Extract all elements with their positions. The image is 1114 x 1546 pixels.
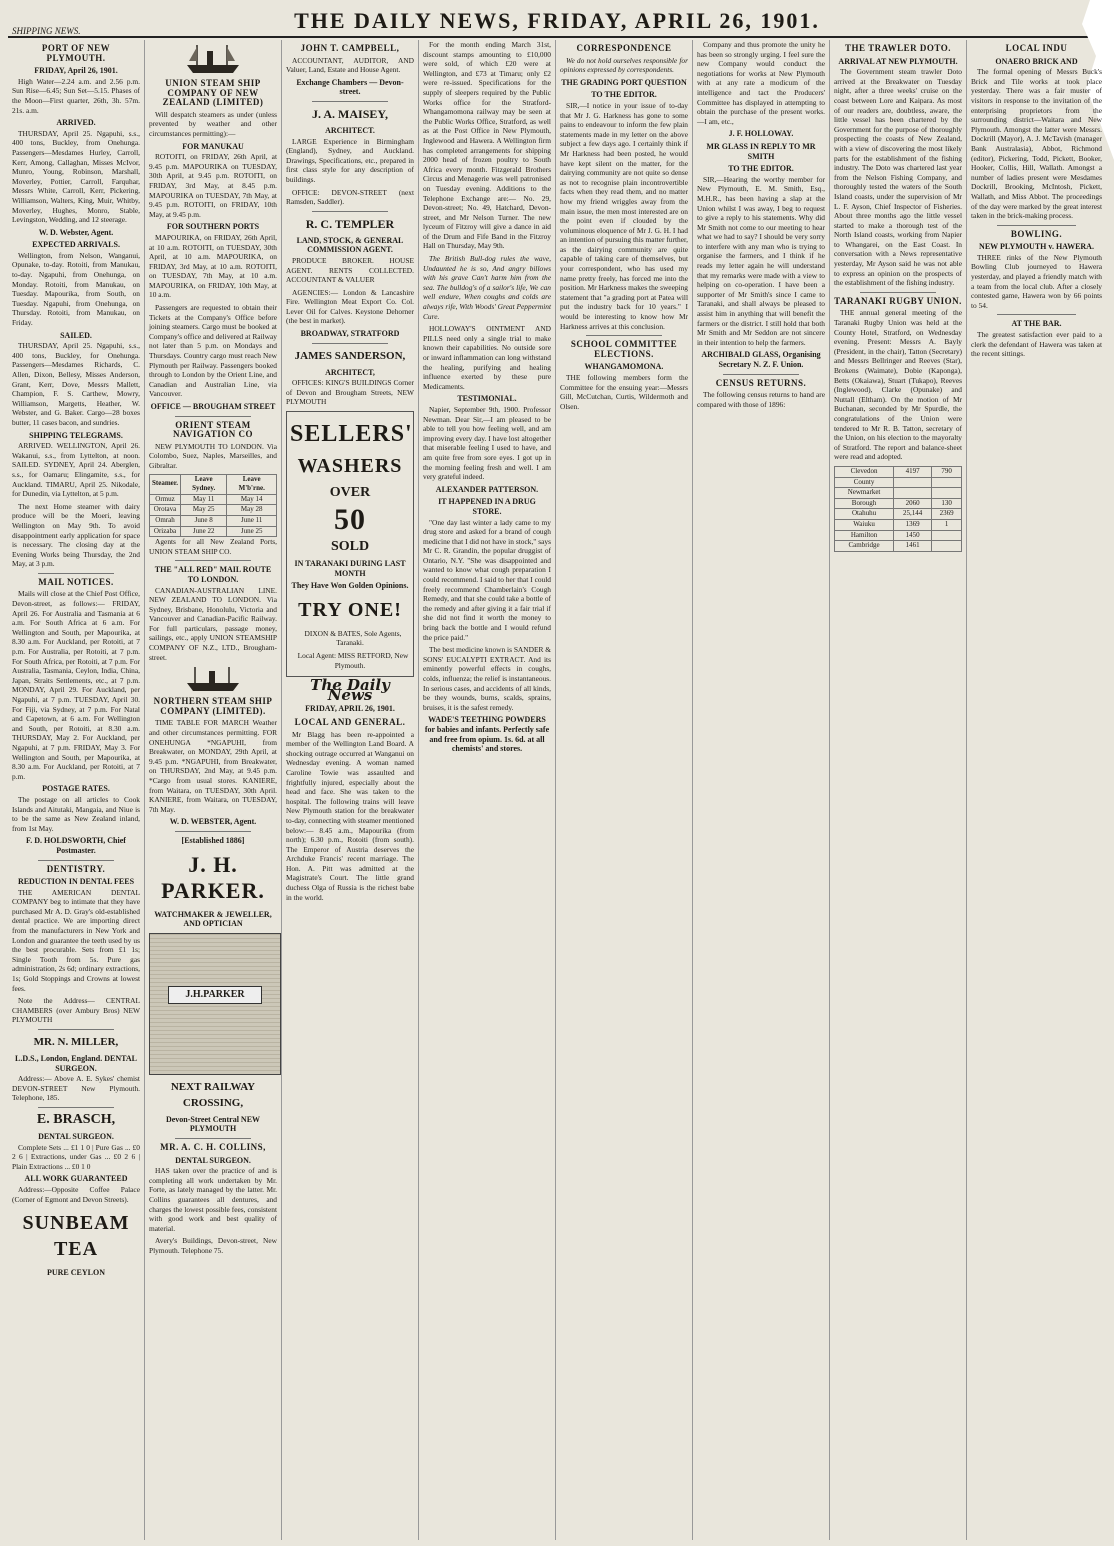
campbell-sub: ACCOUNTANT, AUDITOR, AND Valuer, Land, Estate and House Agent.: [286, 55, 414, 75]
table-header: Leave M'b'rne.: [227, 474, 277, 494]
port-heading: PORT OF NEW PLYMOUTH.: [41, 43, 111, 63]
expected-heading: EXPECTED ARRIVALS.: [32, 240, 120, 250]
sellers-heading: SELLERS': [290, 421, 413, 448]
table-cell: [932, 488, 962, 499]
table-header: Steamer.: [150, 474, 181, 494]
table-cell: 790: [932, 466, 962, 477]
templer-agencies: AGENCIES:— London & Lancashire Fire. Wellington Meat Export Co. Col. Lever Oil for Calves. Keystone Dehorner (the best in market).: [286, 287, 414, 326]
agent-text: W. D. Webster, Agent.: [38, 227, 114, 237]
column-advertisements: [282, 40, 419, 1540]
divider: [38, 573, 115, 574]
parker-shopfront-illustration: [149, 933, 281, 1075]
column-shipping: [8, 40, 145, 1540]
masthead: [0, 0, 1114, 34]
union-heading: UNION STEAM SHIP COMPANY OF NEW ZEALAND (LIMITED): [162, 78, 264, 108]
postage-heading: POSTAGE RATES.: [42, 784, 110, 794]
over-text: OVER: [329, 485, 371, 501]
masthead-rule: [8, 36, 1106, 38]
collins-text: HAS taken over the practice of and is completing all work undertaken by Mr. Forte, as lately managed by the latter. Mr. Collins guarantees all dentures, and charges the lowest possible fees, consistent with good work and best quality of material.: [149, 1166, 277, 1233]
table-cell: 25,144: [894, 509, 932, 520]
office-text: OFFICE — BROUGHAM STREET: [150, 402, 276, 411]
sunbeam-ad: SUNBEAM TEA: [22, 1212, 130, 1261]
column-local-industries: [967, 40, 1106, 1540]
sanderson-sub: ARCHITECT,: [325, 367, 375, 377]
table-cell: 1: [932, 519, 962, 530]
table-cell: Cambridge: [835, 541, 894, 552]
drug-store-heading: IT HAPPENED IN A DRUG STORE.: [438, 497, 536, 516]
column-correspondence: [556, 40, 693, 1540]
sunbeam-sub: PURE CEYLON: [46, 1268, 105, 1278]
census-table: [834, 466, 962, 552]
table-row: [150, 515, 277, 526]
try-one-heading: TRY ONE!: [298, 598, 402, 621]
table-cell: Otahuhu: [835, 509, 894, 520]
local-general-text: Mr Blagg has been re-appointed a member of the Wellington Land Board. A shocking outrage occurred at Wanganui on Wednesday evening. A woman named Caroline Towie was assaulted and frightfully injured, especially about the head and face. She was taken to the hospital. The following trains will leave New Plymouth station for the breakwater to-day, connecting with steamer mentioned below:— 8.45 a.m., Mapourika (from north); 6.30 p.m., Rotoiti (from south). The Emperor of Austria deserves the Archduke Francis' recent marriage. The Hon. A. Pitt was admitted at the Magistrate's Court. The little grand duchess Olga of Russia is the richest babe in the world.: [286, 729, 414, 902]
orient-sailings-table: [149, 474, 277, 538]
miller-name: MR. N. MILLER,: [33, 1036, 119, 1048]
table-row: [150, 494, 277, 505]
south-heading: FOR SOUTHERN PORTS: [166, 222, 260, 232]
table-row: [835, 488, 962, 499]
dixon-agents: DIXON & BATES, Sole Agents, Taranaki.: [304, 628, 402, 648]
webster-sig: W. D. WEBSTER, Agent.: [169, 817, 257, 827]
school-sub: WHANGAMOMONA.: [584, 362, 664, 372]
parker-railway: NEXT RAILWAY CROSSING,: [170, 1080, 256, 1109]
correspondence-note: We do not hold ourselves responsible for opinions expressed by correspondents.: [560, 55, 688, 75]
parker-sub: WATCHMAKER & JEWELLER, AND OPTICIAN: [154, 909, 272, 929]
school-heading: SCHOOL COMMITTEE ELECTIONS.: [570, 339, 678, 359]
steamship-icon: [183, 665, 243, 693]
local-agent: Local Agent: MISS RETFORD, New Plymouth.: [297, 651, 409, 670]
table-cell: 4197: [894, 466, 932, 477]
drug-store-text: "One day last winter a lady came to my drug store and asked for a brand of cough medicine that I did not have in stock," says Mr C. R. Grandin, the popular druggist of Ontario, N.Y. "She was disappointed and wanted to know what cough preparation I could recommend. I said to her that I could freely recommend Chamberlain's Cough Remedy, and that she could take a bottle of the remedy and after giving it a fair trial if she did not find it worth the money to bring back the bottle and I would refund the price paid.": [423, 517, 551, 642]
collins-sub: DENTAL SURGEON.: [175, 1155, 251, 1165]
grading-heading: THE GRADING PORT QUESTION: [561, 77, 687, 87]
bowling-heading: BOWLING.: [1010, 228, 1063, 239]
allred-heading: THE "ALL RED" MAIL ROUTE TO LONDON.: [154, 565, 272, 584]
allred-text: CANADIAN-AUSTRALIAN LINE. NEW ZEALAND TO LONDON. Via Sydney, Brisbane, Honolulu, Victoria and Vancouver and Canadian-Pacific Railway. For full particulars, passage money, sailings, etc., apply UNION STEAMSHIP COMPANY OF N.Z., LTD., Brougham-street.: [149, 585, 277, 662]
dental-text: THE AMERICAN DENTAL COMPANY beg to intimate that they have purchased Mr A. D. Gray's old-established dental practice. We are importing direct from the manufacturers in New York and London and guarantee the teeth used by us the best procurable. Sets from £1 1s; Single Tooth from 5s. Pure gas administration, 2s 6d; ordinary extractions, 1s; Gold Stoppings and Crowns at lowest fees.: [12, 887, 140, 993]
table-row: [835, 530, 962, 541]
divider: [38, 1029, 115, 1030]
northern-text: TIME TABLE FOR MARCH Weather and other circumstances permitting. FOR ONEHUNGA *NGAPUHI, from Breakwater, on MONDAY, 29th April, at 9.45 p.m. *NGAPUHI, from Breakwater, on THURSDAY, 2nd May, at 9.45 p.m. *Cargo from usual stores. KANIERE, from Waitara, on TUESDAY, 30th April. KANIERE, from Waitara, on TUESDAY, 7th May.: [149, 718, 277, 814]
port-date: FRIDAY, April 26, 1901.: [34, 66, 118, 76]
glass-text: SIR,—Hearing the worthy member for New Plymouth, E. M. Smith, Esq., M.H.R., has been having a slap at the Union whilst I was away, I beg to request to give a reply to his statements. Why did Mr Smith not come to our meeting to hear what we had to say? I should be very sorry to interfere with any man who is trying to organise the farmers, and I think if he reads my letter again he will understand that my remarks were made with a view to helping on co-operation. I have been a supporter of Mr Smith's since I came to Taranaki, and shall always be pleased to assist him in anything that will benefit the farmers or the district. I still hold that both Mr Smith and Mr Seddon are not sincere in their intention to help the farmers.: [697, 174, 825, 347]
divider: [997, 225, 1076, 226]
column-trawler-rugby: [830, 40, 967, 1540]
table-cell: June 8: [180, 515, 226, 526]
table-row: [150, 505, 277, 516]
table-header: Leave Sydney.: [180, 474, 226, 494]
wades-ad: WADE'S TEETHING POWDERS for babies and infants. Perfectly safe and free from opium. 1s. 6d. at all chemists' and stores.: [424, 715, 550, 754]
parker-established: [Established 1886]: [181, 835, 245, 845]
divider: [312, 101, 389, 102]
divider: [175, 560, 252, 561]
union-text: Will despatch steamers as under (unless prevented by weather and other circumstances permitting):—: [149, 109, 277, 138]
to-editor: TO THE EDITOR.: [591, 90, 657, 100]
grading-text: SIR,—I notice in your issue of to-day that Mr J. G. Harkness has gone to some pains to endeavour to inform the few plain statements made in my letter on the above subject a few days ago. I certainly think if Mr Harkness had been posted, he would have kept silent on the matter, for the dairying community are not quite so dense as not to recognise plain incontrovertible facts when they read them, and no matter how my friend wriggles away from the main issue, the men most interested are on the point even if clouded by the voluminous eloquence of Mr J. G. H. I had an intention of pursuing this matter further, as the dairying community are quite capable of taking care of themselves, but your correspondent, who has used my name pretty freely, has forced me into the position. Mr Harkness makes the sweeping statement that "a grading port at Patea will put the industry back for 10 years." I would be interesting to know how Mr Harkness arrives at this conclusion.: [560, 100, 688, 331]
table-cell: Orizaba: [150, 526, 181, 537]
sailed-heading: SAILED.: [60, 330, 92, 340]
table-row: [835, 498, 962, 509]
table-cell: 130: [932, 498, 962, 509]
postage-text: The postage on all articles to Cook Islands and Aitutaki, Mangaia, and Niue is to be the same as New Zealand inland, from 1st May.: [12, 794, 140, 833]
orient-heading: ORIENT STEAM NAVIGATION CO: [173, 419, 253, 440]
collins-address: Avery's Buildings, Devon-street, New Plymouth. Telephone 75.: [149, 1236, 277, 1255]
table-cell: Newmarket: [835, 488, 894, 499]
table-cell: Hamilton: [835, 530, 894, 541]
trawler-sub: ARRIVAL AT NEW PLYMOUTH.: [838, 56, 958, 66]
arrived-text: THURSDAY, April 25. Ngapuhi, s.s., 400 tons, Buckley, from Onehunga. Passengers—Mesdames Hurley, Carroll, Kerr, Among, Callaghan, Misses McIvor, Munro, Young, Robinson, Marshall, Moverley, Pottier, Carroll, Farquhar, Messrs White, Carroll, Kerr, Pickering, Williamson, Walters, King, Muir, Whitby, Moverley, Hughes, Monro, Stable, Levingston, Wedding, and 12 steerage.: [12, 128, 140, 225]
daily-news-nameplate: The Daily News: [310, 676, 390, 704]
page-columns: [8, 40, 1106, 1540]
local-industries-heading: LOCAL INDU: [1005, 43, 1068, 53]
miller-sub: L.D.S., London, England. DENTAL SURGEON.: [15, 1054, 137, 1073]
sailed-text: THURSDAY, April 25. Ngapuhi, s.s., 400 tons, Buckley, for Onehunga. Passengers—Mesdames Richards, C. Allen, Dixon, Bellesy, Misses Anderson, Grant, Kerr, Dove, Messrs Mallett, Champion, F. S. Carthew, Mowry, Williamson, Margetts, Heather, W. Webster, and G. Baker. Cargo—28 boxes butter, 11 cases bacon, and sundries.: [12, 341, 140, 427]
bar-heading: AT THE BAR.: [1011, 319, 1062, 329]
rugby-text: THE annual general meeting of the Taranaki Rugby Union was held at the County Hotel, Stratford, on Wednesday evening. Present: Messrs A. Bayly (President, in the chair), Tatton (Secretary) and Messrs Bellringer and Reeves (Star), Brokens (Waimate), Dobie (Kaponga), Betts (Okaiawa), Stuart (Tukapo), Reeves (Inglewood), Clarke (Opunake) and Nuttall (Eltham). On the motion of Mr Buchanan, seconded by Mr Spurdle, the congratulations of the Union were tendered to Mr R. B. Tatton, secretary of the Union, on his election to the mayoralty of Stratford. The report and balance-sheet were read and adopted.: [834, 308, 962, 462]
orient-agents: Agents for all New Zealand Ports, UNION STEAM SHIP CO.: [149, 537, 277, 556]
parker-address: Devon-Street Central NEW PLYMOUTH: [165, 1114, 261, 1134]
local-news-text: For the month ending March 31st, discount stamps amounting to £10,000 were sold, of which £20 were at Wellington, and £73 at Timaru; only £2 were re-issued. Specifications for the supply of sleepers required by the Public Works office for the Stratford-Whangamomona railway may be seen at the Public Works Office, Stratford, as well as at the Post Office in New Plymouth, Inglewood and Hawera. A Wellington firm has completed arrangements for shipping 2000 head of frozen poultry to South Africa every month. Fitzgerald Brothers Circus and Menagerie was well patronised on Tuesday evening. Additions to the Telephone Exchange are:— No. 29, Devon-street; No. 49, Hatchard, Devon-street, and Mr Nelson Turner. The new lyceum of Fitzroy will give a dance in aid of the Drum and Fife Band in the Fitzroy Hall on Thursday, May 9th.: [423, 40, 551, 251]
bowling-text: THREE rinks of the New Plymouth Bowling Club journeyed to Hawera yesterday, and played a friendly match with a team from the local club. After a closely contested game, Hawera won by 66 points to 54.: [971, 252, 1102, 310]
table-cell: 1461: [894, 541, 932, 552]
divider: [997, 314, 1076, 315]
maisey-text: LARGE Experience in Birmingham (England), Sydney, and Auckland. Drawings, Specifications, etc., prepared in first class style for any description of buildings.: [286, 136, 414, 184]
table-cell: June 22: [180, 526, 226, 537]
testimonial-heading: TESTIMONIAL.: [457, 394, 517, 404]
table-cell: [894, 477, 932, 488]
divider: [175, 1138, 252, 1139]
table-row: [835, 541, 962, 552]
northern-heading: NORTHERN STEAM SHIP COMPANY (LIMITED).: [153, 696, 273, 716]
dental-address: Note the Address— CENTRAL CHAMBERS (over Ambury Bros) NEW PLYMOUTH: [12, 996, 140, 1025]
table-cell: June 25: [227, 526, 277, 537]
table-cell: 2060: [894, 498, 932, 509]
glass-sig: ARCHIBALD GLASS, Organising Secretary N. Z. F. Union.: [701, 350, 821, 369]
local-general-heading: LOCAL AND GENERAL.: [294, 716, 406, 727]
holloway-sig: J. F. HOLLOWAY.: [728, 129, 794, 139]
trawler-text: The Government steam trawler Doto arrived at the Breakwater on Tuesday night, after a three weeks' cruise on the coast between Lore and Kaipara. As most of our readers are, doubtless, aware, the little vessel has been chartered by the Government for the purpose of thoroughly prospecting the coasts of New Zealand, with a view of discovering the most likely parts for the establishment of the fishing industry. The Doto was chartered last year from the Nelson Fishing Company, and thoroughly tested the waters of the South Island coasts, under the supervision of Mr L. F. Ayson, Chief Inspector of Fisheries. About three months ago the little vessel started to make a thorough test of the North Island coasts, working from Napier to Whangarei, on the East Coast. In conversation with a News representative yesterday, Mr Ayson said he was not able to express an opinion on the prospects of the establishment of the fishing industry.: [834, 67, 962, 288]
glass-heading: MR GLASS IN REPLY TO MR SMITH: [706, 141, 816, 161]
templer-sub: LAND, STOCK, & GENERAL COMMISSION AGENT.: [296, 235, 404, 255]
table-row: [835, 509, 962, 520]
onaero-text: The formal opening of Messrs Buck's Brick and Tile works at took place yesterday. There was a fair muster of visitors in response to the invitation of the enterprising proprietors from the surrounding district—Waitara and New Plymouth. Amongst the latter were Messrs. Dockrill (Mayor), A. J. McTavish (manager Bank Australasia), Abbot, Richmond (editor), Pickering, Todd, Pickett, Booker, Hooker, Collis, Hill, Wallath. Amongst a number of ladies present were Mesdames Dockrill, Brooking, McIntosh, Pickett, Wallath, and Miss Abbot. The proceedings of the day were marked by the great interest taken in the brick-making process.: [971, 67, 1102, 221]
section-tag-shipping: SHIPPING NEWS.: [12, 26, 81, 36]
testimonial-sig: ALEXANDER PATTERSON.: [435, 484, 539, 494]
table-cell: Ormuz: [150, 494, 181, 505]
sellers-washers-ad: [286, 411, 414, 677]
tides-text: High Water—2.24 a.m. and 2.56 p.m. Sun Rise—6.45; Sun Set—5.15. Phases of the Moon—First quarter, 26th, 3h. 57m. 21s. a.m.: [12, 76, 140, 115]
expected-text: Wellington, from Nelson, Wanganui, Opunake, to-day. Rotoiti, from Manukau, to-day. Ngapuhi, from Onehunga, on Monday. Rotoiti, from Manukau, on Tuesday. Mapourika, from South, on Tuesday. Ngapuhi, from Onehunga, on Thursday. Rotoiti, from Manukau, on Friday.: [12, 250, 140, 328]
table-cell: May 25: [180, 505, 226, 516]
table-cell: Omrah: [150, 515, 181, 526]
rugby-heading: TARANAKI RUGBY UNION.: [834, 295, 962, 306]
table-cell: [932, 477, 962, 488]
orient-text: NEW PLYMOUTH TO LONDON. Via Colombo, Suez, Naples, Marseilles, and Gibraltar.: [149, 441, 277, 470]
census-heading: CENSUS RETURNS.: [715, 377, 807, 388]
parker-name: J. H. PARKER.: [161, 851, 265, 903]
divider: [860, 292, 937, 293]
templer-name: R. C. TEMPLER: [305, 216, 395, 231]
maisey-address: OFFICE: DEVON-STREET (next Ramsden, Saddler).: [286, 187, 414, 207]
table-cell: County: [835, 477, 894, 488]
brasch-address: Address:—Opposite Coffee Palace (Corner of Egmont and Devon Streets).: [12, 1184, 140, 1204]
manukau-heading: FOR MANUKAU: [182, 141, 244, 151]
testimonial-text: Napier, September 9th, 1900. Professor Newman. Dear Sir,—I am pleased to be able to tell you how feeling well, and am improving every day. I have lost altogether that miserable feeling I used to have, and am quite free from sore eyes. I got up in the morning feeling fresh and well. I am very grateful indeed.: [423, 404, 551, 482]
table-cell: Waiuku: [835, 519, 894, 530]
holloway-ad: HOLLOWAY'S OINTMENT AND PILLS need only a single trial to make known their capabilities. No outside sore or inward inflammation can long withstand the healing, purifying and healing influence exerted by these pure Medicaments.: [423, 324, 551, 391]
eucalypti-text: The best medicine known is SANDER & SONS' EUCALYPTI EXTRACT. And its eminently powerful effects in coughs, colds, influenza; the relief is instantaneous. In serious cases, and accidents of all kinds, be they wounds, burns, scalds, sprains, bruises, it is the safest remedy.: [423, 645, 551, 712]
mail-heading: MAIL NOTICES.: [38, 576, 114, 587]
table-row: [150, 526, 277, 537]
sold-sub: IN TARANAKI DURING LAST MONTH: [294, 559, 406, 578]
table-row: [835, 477, 962, 488]
divider: [175, 831, 252, 832]
miller-address: Address:— Above A. E. Sykes' chemist DEVON-STREET New Plymouth. Telephone, 185.: [12, 1074, 140, 1103]
letter-end-text: Company and thus promote the unity he has been so strongly urging. I feel sure the new Company would conduct the negotiations for works at New Plymouth with at any rate a modicum of the intelligence and tact the Producers' Committee has displayed in attempting to obtain the purchase of the present works.—I am, etc.,: [697, 40, 825, 126]
table-cell: 2369: [932, 509, 962, 520]
fifty-number: 50: [334, 503, 366, 537]
table-row: [835, 519, 962, 530]
brasch-name: E. BRASCH,: [36, 1111, 116, 1127]
telegrams-heading: SHIPPING TELEGRAMS.: [29, 430, 123, 440]
correspondence-heading: CORRESPONDENCE: [576, 43, 672, 53]
census-sub: The following census returns to hand are compared with those of 1896:: [697, 390, 825, 409]
table-row: [835, 466, 962, 477]
manukau-text: ROTOITI, on FRIDAY, 26th April, at 9.45 p.m. MAPOURIKA on TUESDAY, 30th April, at 9.45 p.m. ROTOITI, on FRIDAY, 3rd May, at 8.45 p.m. MAPOURIKA on TUESDAY, 7th May, at 9.45 p.m. ROTOITI, on FRIDAY, 10th May, at 9.45 p.m.: [149, 152, 277, 219]
brasch-sub: DENTAL SURGEON.: [38, 1131, 114, 1141]
brasch-warranty: ALL WORK GUARANTEED: [24, 1174, 128, 1184]
column-local-news: [419, 40, 556, 1540]
table-cell: Borough: [835, 498, 894, 509]
table-cell: [932, 530, 962, 541]
divider: [312, 343, 389, 344]
column-shipping-ads: [145, 40, 282, 1540]
column-letters: [693, 40, 830, 1540]
school-text: THE following members form the Committee for the ensuing year:—Messrs Gill, McCutchan, Curtis, Wildermoth and Olsen.: [560, 373, 688, 411]
arrived-heading: ARRIVED.: [56, 118, 96, 128]
dentistry-heading: DENTISTRY.: [46, 863, 106, 874]
templer-list: PRODUCE BROKER. HOUSE AGENT. RENTS COLLECTED. ACCOUNTANT & VALUER: [286, 255, 414, 285]
telegrams-text: ARRIVED. WELLINGTON, April 26. Wakanui, s.s., from Lyttelton, at noon. SAILED. SYDNEY, April 24. Aberglen, s.s., for Oamaru; Elingamite, s.s., for Auckland. TIMARU, April 25. Nikodale, for Dunedin, via Lyttelton, at 5 p.m.: [12, 441, 140, 499]
table-cell: June 11: [227, 515, 277, 526]
bowling-sub: NEW PLYMOUTH v. HAWERA.: [979, 242, 1094, 252]
collins-name: MR. A. C. H. COLLINS,: [160, 1141, 266, 1152]
editorial-date: FRIDAY, APRIL 26, 1901.: [305, 704, 395, 714]
templer-address: BROADWAY, STRATFORD: [300, 329, 400, 339]
sanderson-name: JAMES SANDERSON,: [294, 349, 406, 362]
divider: [38, 1107, 115, 1108]
sold-text: SOLD: [330, 539, 370, 555]
home-steamer-notice: The next Home steamer with dairy produce will be the Moeri, leaving Wellington on May 9th. To avoid disappointment early application for space is necessary. The closing day at the Evening Works being Thursday, the 2nd May, at 3 p.m.: [12, 501, 140, 569]
sanderson-address: OFFICES: KING'S BUILDINGS Corner of Devon and Brougham Streets, NEW PLYMOUTH: [286, 378, 414, 407]
golden-opinions: They Have Won Golden Opinions.: [291, 581, 409, 591]
table-cell: [932, 541, 962, 552]
divider: [38, 860, 115, 861]
bar-text: The greatest satisfaction ever paid to a clerk the defendant of Hawera was taken at the recent sittings.: [971, 330, 1102, 359]
table-cell: [894, 488, 932, 499]
washers-heading: WASHERS: [297, 455, 403, 478]
campbell-name: JOHN T. CAMPBELL,: [300, 43, 400, 53]
table-cell: May 14: [227, 494, 277, 505]
passengers-text: Passengers are requested to obtain their Tickets at the Company's Office before joining steamers. Cargo must be booked at Company's office and delivered at Railway not later than 5 p.m. on Mondays and Thursdays. Country cargo must reach New Plymouth per Railway. Passengers booked through to London by the Orient Line, and Canadian and Australian Line, via Vancouver.: [149, 303, 277, 399]
table-cell: Orotava: [150, 505, 181, 516]
table-cell: 1450: [894, 530, 932, 541]
reduction-heading: REDUCTION IN DENTAL FEES: [17, 877, 135, 887]
to-editor: TO THE EDITOR.: [728, 164, 794, 174]
table-cell: May 11: [180, 494, 226, 505]
shop-sign: J.H.PARKER: [168, 986, 262, 1004]
campbell-address: Exchange Chambers — Devon-street.: [296, 77, 404, 97]
divider: [723, 374, 800, 375]
steamship-icon: [183, 43, 243, 75]
maisey-sub: ARCHITECT.: [325, 125, 375, 135]
mail-text: Mails will close at the Chief Post Office, Devon-street, as follows:— FRIDAY, April 26. For Australia and Tasmania at 6 a.m. For South Africa at 6 a.m. For Wellington and South, per Mapourika, at 8.30 a.m. For Auckland, per Rotoiti, at 7 p.m. For Australia, per Rotoiti, at 7 p.m. For South Africa, per Rotoiti, at 7 p.m. For Australia, Tasmania, Ceylon, India, China, Japan, Straits Settlements, etc., at 7 p.m. MONDAY, April 29. For Auckland, per Ngapuhi, at 7 p.m. TUESDAY, April 30. For Fiji, via Sydney, at 7 p.m. For Natal and Capetown, at 6 a.m. For Wellington and South, per Rotoiti, at 8.30 a.m. THURSDAY, May 2. For Auckland, per Ngapuhi, at 7 p.m. FRIDAY, May 3. For Wellington and South, per Mapourika, at 8.30 a.m. For Auckland, per Rotoiti, at 7 p.m.: [12, 589, 140, 781]
south-text: MAPOURIKA, on FRIDAY, 26th April, at 10 a.m. ROTOITI, on TUESDAY, 30th April, at 10 a.m. MAPOURIKA, on FRIDAY, 3rd May, at 10 a.m. ROTOITI, on TUESDAY, 7th May, at 10 a.m. MAPOURIKA, on FRIDAY, 10th May, at 10 a.m.: [149, 232, 277, 300]
divider: [312, 211, 389, 212]
newspaper-title: THE DAILY NEWS, FRIDAY, APRIL 26, 1901.: [294, 8, 820, 33]
postmaster-sig: F. D. HOLDSWORTH, Chief Postmaster.: [26, 836, 126, 855]
onaero-heading: ONAERO BRICK AND: [995, 56, 1078, 66]
table-cell: May 28: [227, 505, 277, 516]
trawler-heading: THE TRAWLER DOTO.: [845, 43, 951, 53]
maisey-name: J. A. MAISEY,: [312, 106, 388, 121]
table-cell: 1369: [894, 519, 932, 530]
bulldog-verse: The British Bull-dog rules the wave, Undaunted he is so, And angry billows with his grave Can't harm him from the sea. The bulldog's of a sailor's life, We can well endure, When coughs and colds are always rife, With Woods' Great Peppermint Cure.: [423, 254, 551, 321]
brasch-prices: Complete Sets ... £1 1 0 | Pure Gas ... £0 2 6 | Extractions, under Gas ... £0 2 6 | Plain Extractions ... £0 1 0: [12, 1142, 140, 1171]
divider: [175, 416, 252, 417]
divider: [586, 335, 663, 336]
table-cell: Clevedon: [835, 466, 894, 477]
